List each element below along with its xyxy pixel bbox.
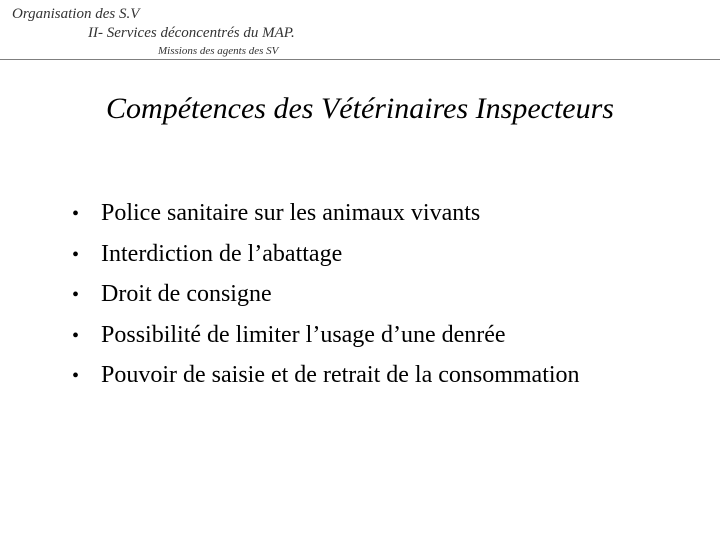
bullet-text: Interdiction de l’abattage <box>101 240 343 267</box>
bullet-icon: • <box>72 243 80 266</box>
bullet-item <box>72 362 580 403</box>
slide-header <box>0 0 720 60</box>
bullet-text: Police sanitaire sur les animaux vivants <box>101 200 481 226</box>
header-subsection-title: II- Services déconcentrés du MAP. <box>88 25 295 41</box>
bullet-text: Pouvoir de saisie et de retrait de la consommation <box>101 362 580 388</box>
bullet-item <box>72 322 580 363</box>
bullet-text: Droit de consigne <box>101 281 272 307</box>
bullet-icon: • <box>72 284 80 306</box>
bullet-icon: • <box>72 324 80 347</box>
bullet-item <box>72 241 580 282</box>
header-topic: Missions des agents des SV <box>158 45 279 57</box>
bullet-item <box>72 200 580 241</box>
slide-title: Compétences des Vétérinaires Inspecteurs <box>106 92 614 125</box>
header-section-title: Organisation des S.V <box>12 6 140 22</box>
bullet-item <box>72 281 580 322</box>
bullet-text: Possibilité de limiter l’usage d’une denrée <box>101 321 506 348</box>
bullet-icon: • <box>72 203 80 225</box>
bullet-list <box>72 200 580 403</box>
bullet-icon: • <box>72 365 80 387</box>
header-divider <box>0 59 720 60</box>
